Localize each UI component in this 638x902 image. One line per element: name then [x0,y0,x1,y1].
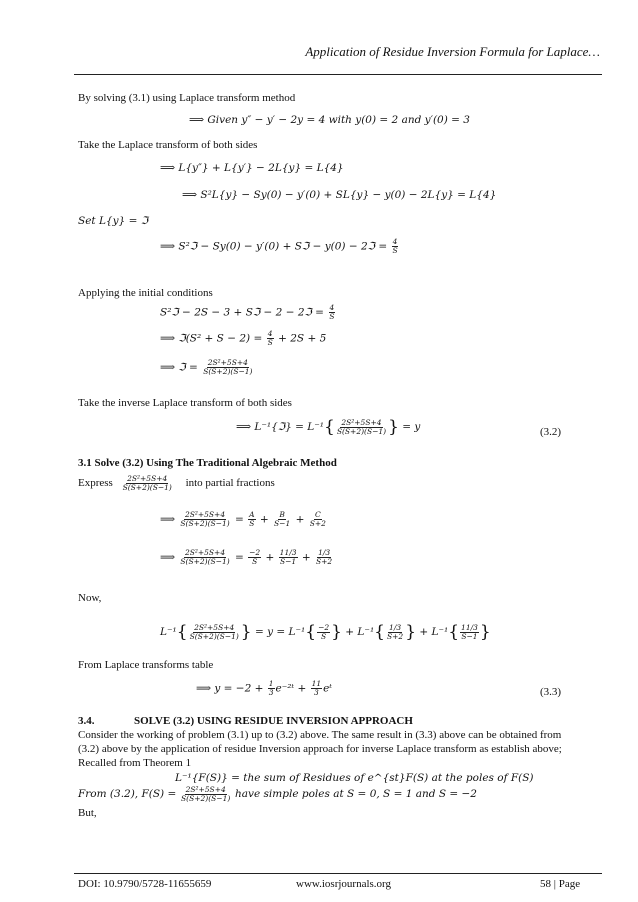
fraction: $\frac{11/3}{S-1}$ [461,622,478,641]
fraction: $\frac{1}{3}$ [268,679,274,697]
paragraph-line: Consider the working of problem (3.1) up to (3.2) above. The same result in (3.3) above can be obtained from [78,729,562,741]
fraction: $\frac{11}{3}$ [311,679,322,697]
exp-term: e⁻²ᵗ [275,682,295,695]
text-line: From Laplace transforms table [78,659,214,671]
text-line: Applying the initial conditions [78,287,213,299]
fraction: $\frac{1/3}{S+2}$ [316,548,333,566]
section-heading: 3.1 Solve (3.2) Using The Traditional Algebraic Method [78,457,337,469]
section-heading: SOLVE (3.2) USING RESIDUE INVERSION APPROACH [134,715,413,727]
fraction: $\frac{-2}{S}$ [249,548,261,566]
equation: ⟹ $\frac{\text{2S²+5S+4}}{S(S+2)(S-1)}$ = $\frac{A}{S}$ + $\frac{B}{S-1}$ + $\frac{C}{S+2}$ [160,510,326,528]
paragraph-line [78,786,477,803]
express-label: Express [78,476,113,489]
equation: ⟹ S²L{y} − Sy(0) − y′(0) + SL{y} − y(0) − 2L{y} = L{4} [182,189,497,201]
running-title: Application of Residue Inversion Formula for Laplace… [305,44,600,59]
theorem-line: L⁻¹{F(S)} = the sum of Residues of e^{st}F(S) at the poles of F(S) [175,772,534,784]
equation-lhs: ⟹ L⁻¹{ℑ} = L⁻¹ [236,421,324,433]
equation: ⟹ L⁻¹{ℑ} = L⁻¹{ $\frac{\text{2S²+5S+4}}{S(S+2)(S-1)}$ } = y [236,417,421,437]
fraction: $\frac{4}{S}$ [329,303,335,321]
fraction: $\frac{-2}{S}$ [318,622,330,641]
footer-site: www.iosrjournals.org [296,878,392,890]
fraction: $\frac{\text{2S²+5S+4}}{S(S+2)(S-1)}$ [180,510,230,528]
equation-number: (3.2) [540,426,562,438]
fraction: $\frac{\text{2S²+5S+4}}{S(S+2)(S-1)}$ [122,474,172,492]
text-line: Take the inverse Laplace transform of both sides [78,397,292,409]
equation-number: (3.3) [540,686,562,698]
poles-text: have simple poles at S = 0, S = 1 and S = −2 [235,787,477,800]
header-rule [74,74,602,75]
fraction: $\frac{A}{S}$ [249,510,255,528]
equation-lhs: S²ℑ − 2S − 3 + Sℑ − 2 − 2ℑ = [160,306,324,319]
equation [160,238,400,255]
express-tail: into partial fractions [185,476,275,489]
fraction: $\frac{\text{2S²+5S+4}}{S(S+2)(S-1)}$ [189,622,239,641]
equation: ⟹ y = −2 + $\frac{1}{3}$ e⁻²ᵗ + $\frac{11}{3}$ eᵗ [196,679,332,697]
fraction: $\frac{\text{2S²+5S+4}}{S(S+2)(S-1)}$ [180,548,230,566]
paragraph-line: (3.2) above by the application of residue Inversion approach for inverse Laplace transform as establish above; [78,743,562,755]
text-line: By solving (3.1) using Laplace transform method [78,92,296,104]
from-label: From (3.2), F(S) = [78,787,177,800]
equation-lhs: ⟹ S²ℑ − Sy(0) − y′(0) + Sℑ − y(0) − 2ℑ = [160,240,388,253]
footer-doi: DOI: 10.9790/5728-11655659 [78,878,212,890]
fraction: $\frac{\text{2S²+5S+4}}{S(S+2)(S-1)}$ [336,417,387,436]
equation: ⟹ L{y″} + L{y′} − 2L{y} = L{4} [160,162,344,174]
arrow: ⟹ [160,551,176,564]
equation-rhs: + 2S + 5 [278,332,327,345]
text-line: Take the Laplace transform of both sides [78,139,258,151]
fraction: $\frac{4}{S}$ [267,329,273,347]
equation-rhs: = y [402,421,421,433]
equation-lhs: ⟹ ℑ = [160,361,198,374]
section-number: 3.4. [78,715,95,727]
fraction: $\frac{\text{2S²+5S+4}}{S(S+2)(S-1)}$ [181,785,231,803]
equation [160,304,336,321]
footer-rule [74,873,602,874]
equation-lhs: ⟹ y = −2 + [196,682,264,695]
given-equation: ⟹ Given y″ − y′ − 2y = 4 with y(0) = 2 and y′(0) = 3 [189,114,470,126]
equation [160,359,254,376]
fraction: $\frac{C}{S+2}$ [309,510,326,528]
equation: Set L{y} = ℑ [78,215,149,227]
text-line: Now, [78,592,102,604]
fraction: $\frac{\text{2S²+5S+4}}{S(S+2)(S-1)}$ [203,358,253,376]
paragraph-line: Recalled from Theorem 1 [78,757,192,769]
fraction: $\frac{1/3}{S+2}$ [386,622,404,641]
fraction: $\frac{11/3}{S-1}$ [279,548,297,566]
arrow: ⟹ [160,513,176,526]
fraction: $\frac{B}{S-1}$ [274,510,291,528]
footer-page: 58 | Page [540,878,581,890]
equation-lhs: ⟹ ℑ(S² + S − 2) = [160,332,263,345]
text-line [78,475,275,492]
text-line: But, [78,807,97,819]
equation: L⁻¹{ $\frac{\text{2S²+5S+4}}{S(S+2)(S-1)}$ } = y = L⁻¹{ $\frac{-2}{S}$ } + L⁻¹{ $\frac{1/3}{S+2}$ } + L⁻¹{ $\frac{11/3}{S-1}$ } [160,622,491,642]
equation-mid: = y = L⁻¹ [254,626,306,638]
fraction: $\frac{4}{S}$ [392,237,398,255]
equation [160,330,326,347]
equation: ⟹ $\frac{\text{2S²+5S+4}}{S(S+2)(S-1)}$ = $\frac{-2}{S}$ + $\frac{11/3}{S-1}$ + $\frac{1/3}{S+2}$ [160,548,333,566]
exp-term: eᵗ [323,682,332,695]
